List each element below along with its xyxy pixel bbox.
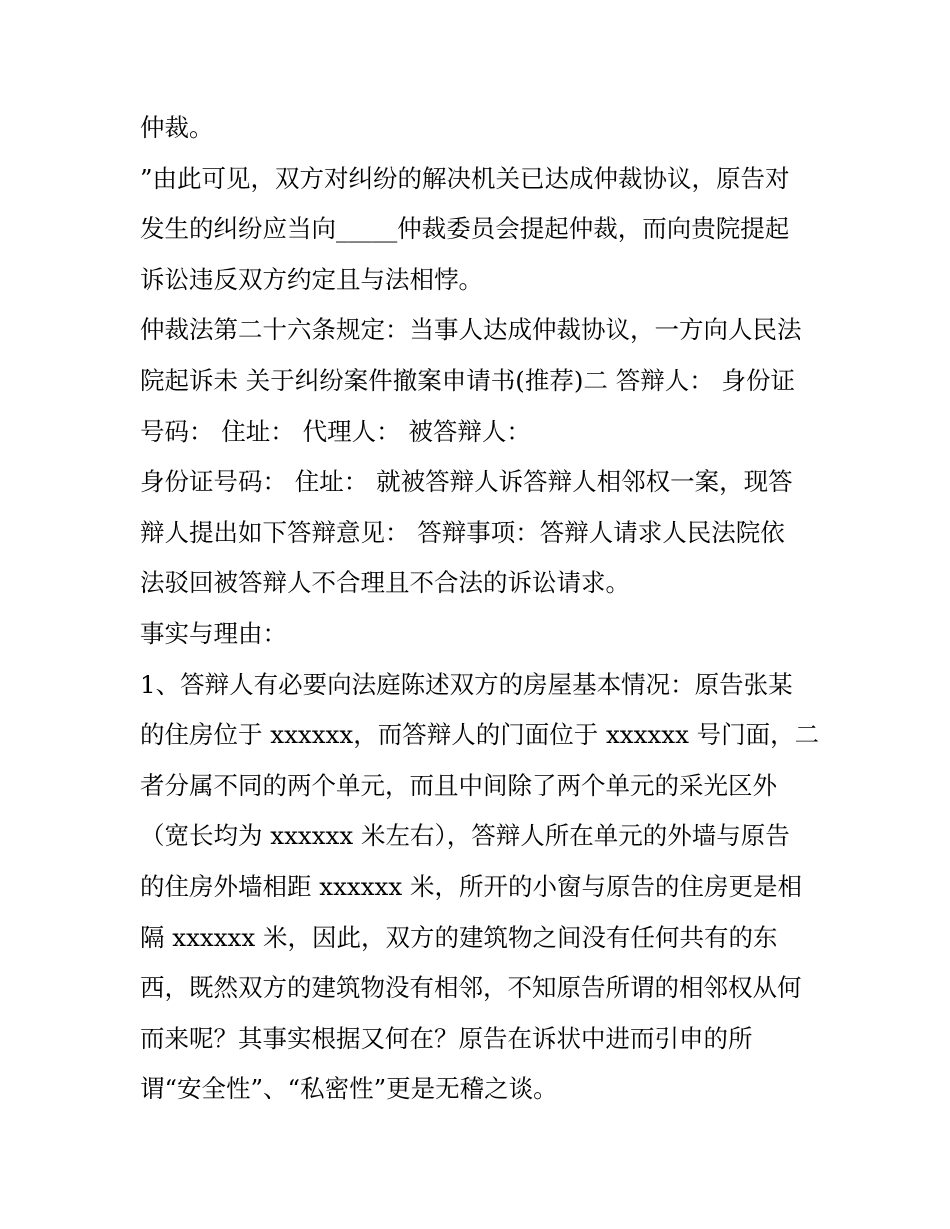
text-line: 的住房外墙相距 xxxxxx 米，所开的小窗与原告的住房更是相 (140, 871, 802, 901)
text-line: 者分属不同的两个单元，而且中间除了两个单元的采光区外 (140, 770, 777, 800)
text-line: 而来呢？其事实根据又何在？原告在诉状中进而引申的所 (140, 1023, 753, 1053)
text-line: 辩人提出如下答辩意见： 答辩事项：答辩人请求人民法院依 (140, 517, 785, 547)
document-body (140, 103, 820, 1115)
text-line: 发生的纠纷应当向_____仲裁委员会提起仲裁，而向贵院提起 (140, 214, 790, 244)
text-line: 诉讼违反双方约定且与法相悖。 (140, 264, 483, 294)
text-line: 西，既然双方的建筑物没有相邻，不知原告所谓的相邻权从何 (140, 973, 802, 1003)
text-line: 仲裁。 (140, 113, 214, 142)
text-line: 仲裁法第二十六条规定：当事人达成仲裁协议，一方向人民法 (140, 315, 802, 345)
text-line: 隔 xxxxxx 米，因此，双方的建筑物之间没有任何共有的东 (140, 922, 778, 952)
text-line: 1、答辩人有必要向法庭陈述双方的房屋基本情况：原告张某 (140, 669, 793, 699)
text-line: （宽长均为 xxxxxx 米左右），答辩人所在单元的外墙与原告 (140, 821, 790, 851)
text-line: ”由此可见，双方对纠纷的解决机关已达成仲裁协议，原告对 (140, 163, 790, 193)
text-line: 身份证号码： 住址： 就被答辩人诉答辩人相邻权一案，现答 (140, 467, 793, 497)
text-line: 法驳回被答辩人不合理且不合法的诉讼请求。 (140, 568, 630, 598)
text-line: 号码： 住址： 代理人： 被答辩人： (140, 416, 531, 446)
text-line: 院起诉未 关于纠纷案件撤案申请书(推荐)二 答辩人： 身份证 (140, 365, 795, 395)
text-line: 谓“安全性”、“私密性”更是无稽之谈。 (140, 1074, 558, 1104)
text-line: 的住房位于 xxxxxx，而答辩人的门面位于 xxxxxx 号门面，二 (140, 720, 820, 750)
text-line: 事实与理由： (140, 618, 287, 648)
